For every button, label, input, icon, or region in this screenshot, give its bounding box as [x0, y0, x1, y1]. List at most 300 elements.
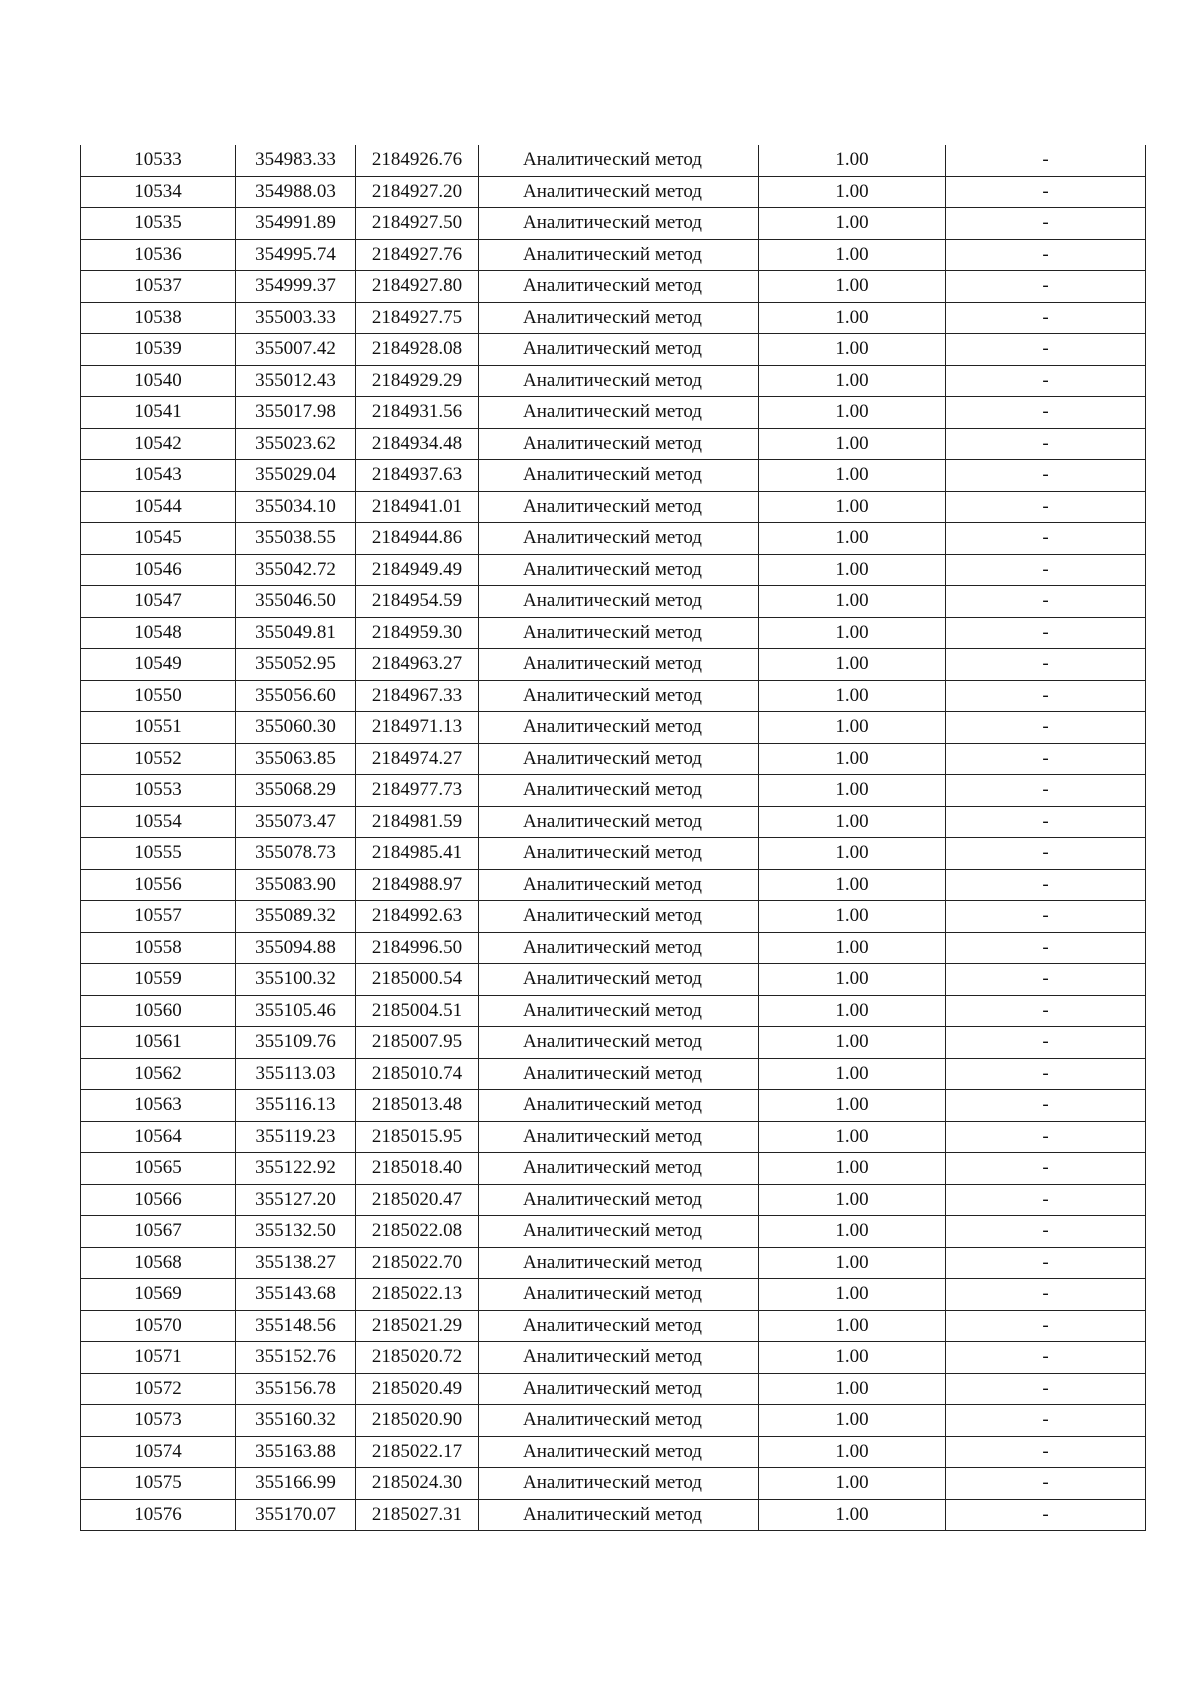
x-coordinate-cell: 355100.32	[236, 964, 356, 996]
method-cell: Аналитический метод	[479, 649, 759, 681]
x-coordinate-cell: 355056.60	[236, 680, 356, 712]
y-coordinate-cell: 2184963.27	[356, 649, 479, 681]
accuracy-cell: 1.00	[759, 1184, 946, 1216]
point-number-cell: 10537	[81, 271, 236, 303]
x-coordinate-cell: 354983.33	[236, 145, 356, 176]
point-number-cell: 10555	[81, 838, 236, 870]
accuracy-cell: 1.00	[759, 1153, 946, 1185]
table-row	[81, 1499, 1146, 1531]
x-coordinate-cell: 355068.29	[236, 775, 356, 807]
accuracy-cell: 1.00	[759, 649, 946, 681]
x-coordinate-cell: 355046.50	[236, 586, 356, 618]
note-cell: -	[946, 460, 1146, 492]
accuracy-cell: 1.00	[759, 932, 946, 964]
x-coordinate-cell: 355166.99	[236, 1468, 356, 1500]
y-coordinate-cell: 2185020.49	[356, 1373, 479, 1405]
x-coordinate-cell: 355163.88	[236, 1436, 356, 1468]
method-cell: Аналитический метод	[479, 208, 759, 240]
note-cell: -	[946, 523, 1146, 555]
y-coordinate-cell: 2184927.80	[356, 271, 479, 303]
table-row	[81, 901, 1146, 933]
method-cell: Аналитический метод	[479, 302, 759, 334]
note-cell: -	[946, 1247, 1146, 1279]
point-number-cell: 10533	[81, 145, 236, 176]
accuracy-cell: 1.00	[759, 334, 946, 366]
point-number-cell: 10541	[81, 397, 236, 429]
note-cell: -	[946, 302, 1146, 334]
note-cell: -	[946, 901, 1146, 933]
point-number-cell: 10536	[81, 239, 236, 271]
method-cell: Аналитический метод	[479, 1342, 759, 1374]
x-coordinate-cell: 355105.46	[236, 995, 356, 1027]
method-cell: Аналитический метод	[479, 838, 759, 870]
accuracy-cell: 1.00	[759, 208, 946, 240]
accuracy-cell: 1.00	[759, 1468, 946, 1500]
accuracy-cell: 1.00	[759, 460, 946, 492]
note-cell: -	[946, 176, 1146, 208]
x-coordinate-cell: 355017.98	[236, 397, 356, 429]
y-coordinate-cell: 2184992.63	[356, 901, 479, 933]
point-number-cell: 10574	[81, 1436, 236, 1468]
method-cell: Аналитический метод	[479, 806, 759, 838]
y-coordinate-cell: 2185022.08	[356, 1216, 479, 1248]
accuracy-cell: 1.00	[759, 869, 946, 901]
point-number-cell: 10576	[81, 1499, 236, 1531]
y-coordinate-cell: 2185020.90	[356, 1405, 479, 1437]
x-coordinate-cell: 354991.89	[236, 208, 356, 240]
note-cell: -	[946, 1436, 1146, 1468]
table-row	[81, 775, 1146, 807]
point-number-cell: 10561	[81, 1027, 236, 1059]
point-number-cell: 10551	[81, 712, 236, 744]
accuracy-cell: 1.00	[759, 1342, 946, 1374]
y-coordinate-cell: 2184928.08	[356, 334, 479, 366]
y-coordinate-cell: 2184927.75	[356, 302, 479, 334]
x-coordinate-cell: 355156.78	[236, 1373, 356, 1405]
note-cell: -	[946, 554, 1146, 586]
note-cell: -	[946, 1090, 1146, 1122]
table-row	[81, 554, 1146, 586]
accuracy-cell: 1.00	[759, 1090, 946, 1122]
point-number-cell: 10559	[81, 964, 236, 996]
accuracy-cell: 1.00	[759, 806, 946, 838]
point-number-cell: 10540	[81, 365, 236, 397]
y-coordinate-cell: 2184927.76	[356, 239, 479, 271]
accuracy-cell: 1.00	[759, 1279, 946, 1311]
accuracy-cell: 1.00	[759, 271, 946, 303]
method-cell: Аналитический метод	[479, 1216, 759, 1248]
x-coordinate-cell: 355122.92	[236, 1153, 356, 1185]
x-coordinate-cell: 355038.55	[236, 523, 356, 555]
note-cell: -	[946, 1342, 1146, 1374]
y-coordinate-cell: 2184971.13	[356, 712, 479, 744]
y-coordinate-cell: 2184941.01	[356, 491, 479, 523]
y-coordinate-cell: 2184937.63	[356, 460, 479, 492]
table-row	[81, 523, 1146, 555]
point-number-cell: 10539	[81, 334, 236, 366]
method-cell: Аналитический метод	[479, 1468, 759, 1500]
note-cell: -	[946, 869, 1146, 901]
point-number-cell: 10572	[81, 1373, 236, 1405]
point-number-cell: 10548	[81, 617, 236, 649]
note-cell: -	[946, 743, 1146, 775]
note-cell: -	[946, 239, 1146, 271]
accuracy-cell: 1.00	[759, 1121, 946, 1153]
x-coordinate-cell: 355089.32	[236, 901, 356, 933]
note-cell: -	[946, 1279, 1146, 1311]
point-number-cell: 10552	[81, 743, 236, 775]
table-row	[81, 838, 1146, 870]
accuracy-cell: 1.00	[759, 554, 946, 586]
point-number-cell: 10542	[81, 428, 236, 460]
method-cell: Аналитический метод	[479, 523, 759, 555]
note-cell: -	[946, 1405, 1146, 1437]
table-row	[81, 1121, 1146, 1153]
point-number-cell: 10564	[81, 1121, 236, 1153]
note-cell: -	[946, 428, 1146, 460]
y-coordinate-cell: 2184926.76	[356, 145, 479, 176]
method-cell: Аналитический метод	[479, 1405, 759, 1437]
y-coordinate-cell: 2184931.56	[356, 397, 479, 429]
method-cell: Аналитический метод	[479, 1121, 759, 1153]
table-row	[81, 1310, 1146, 1342]
note-cell: -	[946, 491, 1146, 523]
table-row	[81, 460, 1146, 492]
x-coordinate-cell: 355060.30	[236, 712, 356, 744]
table-row	[81, 1436, 1146, 1468]
x-coordinate-cell: 354988.03	[236, 176, 356, 208]
note-cell: -	[946, 964, 1146, 996]
y-coordinate-cell: 2185000.54	[356, 964, 479, 996]
accuracy-cell: 1.00	[759, 1373, 946, 1405]
x-coordinate-cell: 355143.68	[236, 1279, 356, 1311]
method-cell: Аналитический метод	[479, 1373, 759, 1405]
point-number-cell: 10566	[81, 1184, 236, 1216]
accuracy-cell: 1.00	[759, 365, 946, 397]
accuracy-cell: 1.00	[759, 1247, 946, 1279]
accuracy-cell: 1.00	[759, 491, 946, 523]
y-coordinate-cell: 2185020.47	[356, 1184, 479, 1216]
accuracy-cell: 1.00	[759, 586, 946, 618]
note-cell: -	[946, 208, 1146, 240]
accuracy-cell: 1.00	[759, 1027, 946, 1059]
accuracy-cell: 1.00	[759, 712, 946, 744]
point-number-cell: 10558	[81, 932, 236, 964]
method-cell: Аналитический метод	[479, 365, 759, 397]
y-coordinate-cell: 2185013.48	[356, 1090, 479, 1122]
note-cell: -	[946, 775, 1146, 807]
point-number-cell: 10567	[81, 1216, 236, 1248]
x-coordinate-cell: 355148.56	[236, 1310, 356, 1342]
y-coordinate-cell: 2185018.40	[356, 1153, 479, 1185]
y-coordinate-cell: 2184929.29	[356, 365, 479, 397]
method-cell: Аналитический метод	[479, 460, 759, 492]
point-number-cell: 10547	[81, 586, 236, 618]
accuracy-cell: 1.00	[759, 680, 946, 712]
accuracy-cell: 1.00	[759, 145, 946, 176]
method-cell: Аналитический метод	[479, 586, 759, 618]
table-row	[81, 1058, 1146, 1090]
table-row	[81, 617, 1146, 649]
y-coordinate-cell: 2184934.48	[356, 428, 479, 460]
accuracy-cell: 1.00	[759, 239, 946, 271]
point-number-cell: 10568	[81, 1247, 236, 1279]
point-number-cell: 10563	[81, 1090, 236, 1122]
y-coordinate-cell: 2184996.50	[356, 932, 479, 964]
note-cell: -	[946, 1310, 1146, 1342]
note-cell: -	[946, 712, 1146, 744]
table-row	[81, 208, 1146, 240]
point-number-cell: 10534	[81, 176, 236, 208]
y-coordinate-cell: 2184944.86	[356, 523, 479, 555]
accuracy-cell: 1.00	[759, 995, 946, 1027]
accuracy-cell: 1.00	[759, 176, 946, 208]
x-coordinate-cell: 355119.23	[236, 1121, 356, 1153]
y-coordinate-cell: 2184985.41	[356, 838, 479, 870]
accuracy-cell: 1.00	[759, 523, 946, 555]
x-coordinate-cell: 355132.50	[236, 1216, 356, 1248]
x-coordinate-cell: 355109.76	[236, 1027, 356, 1059]
table-row	[81, 239, 1146, 271]
accuracy-cell: 1.00	[759, 428, 946, 460]
x-coordinate-cell: 355170.07	[236, 1499, 356, 1531]
method-cell: Аналитический метод	[479, 680, 759, 712]
point-number-cell: 10544	[81, 491, 236, 523]
note-cell: -	[946, 1027, 1146, 1059]
method-cell: Аналитический метод	[479, 239, 759, 271]
method-cell: Аналитический метод	[479, 775, 759, 807]
x-coordinate-cell: 355127.20	[236, 1184, 356, 1216]
point-number-cell: 10562	[81, 1058, 236, 1090]
table-row	[81, 1342, 1146, 1374]
table-row	[81, 964, 1146, 996]
y-coordinate-cell: 2184981.59	[356, 806, 479, 838]
point-number-cell: 10575	[81, 1468, 236, 1500]
note-cell: -	[946, 1468, 1146, 1500]
point-number-cell: 10557	[81, 901, 236, 933]
note-cell: -	[946, 806, 1146, 838]
y-coordinate-cell: 2185010.74	[356, 1058, 479, 1090]
table-row	[81, 271, 1146, 303]
accuracy-cell: 1.00	[759, 1310, 946, 1342]
point-number-cell: 10550	[81, 680, 236, 712]
table-row	[81, 1468, 1146, 1500]
point-number-cell: 10553	[81, 775, 236, 807]
method-cell: Аналитический метод	[479, 271, 759, 303]
x-coordinate-cell: 355012.43	[236, 365, 356, 397]
note-cell: -	[946, 1184, 1146, 1216]
method-cell: Аналитический метод	[479, 901, 759, 933]
x-coordinate-cell: 355116.13	[236, 1090, 356, 1122]
x-coordinate-cell: 355029.04	[236, 460, 356, 492]
method-cell: Аналитический метод	[479, 617, 759, 649]
table-row	[81, 1405, 1146, 1437]
table-row	[81, 1279, 1146, 1311]
accuracy-cell: 1.00	[759, 1058, 946, 1090]
note-cell: -	[946, 1499, 1146, 1531]
y-coordinate-cell: 2185024.30	[356, 1468, 479, 1500]
table-row	[81, 712, 1146, 744]
method-cell: Аналитический метод	[479, 743, 759, 775]
x-coordinate-cell: 354995.74	[236, 239, 356, 271]
y-coordinate-cell: 2185020.72	[356, 1342, 479, 1374]
y-coordinate-cell: 2185022.17	[356, 1436, 479, 1468]
method-cell: Аналитический метод	[479, 1090, 759, 1122]
note-cell: -	[946, 838, 1146, 870]
accuracy-cell: 1.00	[759, 1216, 946, 1248]
table-row	[81, 334, 1146, 366]
point-number-cell: 10554	[81, 806, 236, 838]
table-row	[81, 365, 1146, 397]
table-row	[81, 1153, 1146, 1185]
method-cell: Аналитический метод	[479, 1027, 759, 1059]
note-cell: -	[946, 932, 1146, 964]
accuracy-cell: 1.00	[759, 775, 946, 807]
method-cell: Аналитический метод	[479, 1153, 759, 1185]
y-coordinate-cell: 2184954.59	[356, 586, 479, 618]
method-cell: Аналитический метод	[479, 397, 759, 429]
accuracy-cell: 1.00	[759, 1499, 946, 1531]
point-number-cell: 10570	[81, 1310, 236, 1342]
accuracy-cell: 1.00	[759, 743, 946, 775]
accuracy-cell: 1.00	[759, 302, 946, 334]
point-number-cell: 10573	[81, 1405, 236, 1437]
x-coordinate-cell: 355094.88	[236, 932, 356, 964]
point-number-cell: 10538	[81, 302, 236, 334]
y-coordinate-cell: 2185004.51	[356, 995, 479, 1027]
note-cell: -	[946, 334, 1146, 366]
x-coordinate-cell: 355023.62	[236, 428, 356, 460]
note-cell: -	[946, 995, 1146, 1027]
y-coordinate-cell: 2184927.50	[356, 208, 479, 240]
table-row	[81, 1027, 1146, 1059]
table-row	[81, 680, 1146, 712]
coordinates-table	[80, 145, 1146, 1531]
method-cell: Аналитический метод	[479, 145, 759, 176]
x-coordinate-cell: 355049.81	[236, 617, 356, 649]
note-cell: -	[946, 586, 1146, 618]
x-coordinate-cell: 355007.42	[236, 334, 356, 366]
table-row	[81, 428, 1146, 460]
y-coordinate-cell: 2184959.30	[356, 617, 479, 649]
method-cell: Аналитический метод	[479, 995, 759, 1027]
accuracy-cell: 1.00	[759, 838, 946, 870]
note-cell: -	[946, 1121, 1146, 1153]
x-coordinate-cell: 355063.85	[236, 743, 356, 775]
note-cell: -	[946, 680, 1146, 712]
table-row	[81, 397, 1146, 429]
method-cell: Аналитический метод	[479, 491, 759, 523]
method-cell: Аналитический метод	[479, 1279, 759, 1311]
note-cell: -	[946, 617, 1146, 649]
method-cell: Аналитический метод	[479, 1184, 759, 1216]
point-number-cell: 10545	[81, 523, 236, 555]
note-cell: -	[946, 397, 1146, 429]
accuracy-cell: 1.00	[759, 1405, 946, 1437]
note-cell: -	[946, 365, 1146, 397]
point-number-cell: 10560	[81, 995, 236, 1027]
table-row	[81, 491, 1146, 523]
table-row	[81, 1184, 1146, 1216]
method-cell: Аналитический метод	[479, 334, 759, 366]
y-coordinate-cell: 2185015.95	[356, 1121, 479, 1153]
method-cell: Аналитический метод	[479, 869, 759, 901]
x-coordinate-cell: 354999.37	[236, 271, 356, 303]
point-number-cell: 10546	[81, 554, 236, 586]
x-coordinate-cell: 355113.03	[236, 1058, 356, 1090]
note-cell: -	[946, 1058, 1146, 1090]
table-row	[81, 649, 1146, 681]
point-number-cell: 10569	[81, 1279, 236, 1311]
table-row	[81, 1247, 1146, 1279]
accuracy-cell: 1.00	[759, 964, 946, 996]
note-cell: -	[946, 1153, 1146, 1185]
table-row	[81, 743, 1146, 775]
y-coordinate-cell: 2185022.13	[356, 1279, 479, 1311]
table-row	[81, 869, 1146, 901]
y-coordinate-cell: 2184967.33	[356, 680, 479, 712]
x-coordinate-cell: 355042.72	[236, 554, 356, 586]
y-coordinate-cell: 2185022.70	[356, 1247, 479, 1279]
y-coordinate-cell: 2184977.73	[356, 775, 479, 807]
x-coordinate-cell: 355073.47	[236, 806, 356, 838]
method-cell: Аналитический метод	[479, 176, 759, 208]
y-coordinate-cell: 2185021.29	[356, 1310, 479, 1342]
table-row	[81, 1090, 1146, 1122]
method-cell: Аналитический метод	[479, 1058, 759, 1090]
x-coordinate-cell: 355152.76	[236, 1342, 356, 1374]
accuracy-cell: 1.00	[759, 617, 946, 649]
method-cell: Аналитический метод	[479, 428, 759, 460]
point-number-cell: 10571	[81, 1342, 236, 1374]
table-row	[81, 1216, 1146, 1248]
note-cell: -	[946, 271, 1146, 303]
y-coordinate-cell: 2185007.95	[356, 1027, 479, 1059]
coordinates-table-body	[81, 145, 1146, 1531]
method-cell: Аналитический метод	[479, 712, 759, 744]
table-row	[81, 302, 1146, 334]
table-row	[81, 1373, 1146, 1405]
note-cell: -	[946, 145, 1146, 176]
table-row	[81, 932, 1146, 964]
x-coordinate-cell: 355078.73	[236, 838, 356, 870]
method-cell: Аналитический метод	[479, 964, 759, 996]
point-number-cell: 10535	[81, 208, 236, 240]
x-coordinate-cell: 355034.10	[236, 491, 356, 523]
x-coordinate-cell: 355003.33	[236, 302, 356, 334]
method-cell: Аналитический метод	[479, 554, 759, 586]
accuracy-cell: 1.00	[759, 901, 946, 933]
point-number-cell: 10549	[81, 649, 236, 681]
method-cell: Аналитический метод	[479, 1310, 759, 1342]
y-coordinate-cell: 2184927.20	[356, 176, 479, 208]
table-row	[81, 145, 1146, 176]
note-cell: -	[946, 1216, 1146, 1248]
accuracy-cell: 1.00	[759, 1436, 946, 1468]
method-cell: Аналитический метод	[479, 932, 759, 964]
method-cell: Аналитический метод	[479, 1436, 759, 1468]
method-cell: Аналитический метод	[479, 1247, 759, 1279]
point-number-cell: 10556	[81, 869, 236, 901]
table-row	[81, 995, 1146, 1027]
table-row	[81, 806, 1146, 838]
note-cell: -	[946, 1373, 1146, 1405]
y-coordinate-cell: 2185027.31	[356, 1499, 479, 1531]
accuracy-cell: 1.00	[759, 397, 946, 429]
table-row	[81, 586, 1146, 618]
point-number-cell: 10565	[81, 1153, 236, 1185]
y-coordinate-cell: 2184988.97	[356, 869, 479, 901]
